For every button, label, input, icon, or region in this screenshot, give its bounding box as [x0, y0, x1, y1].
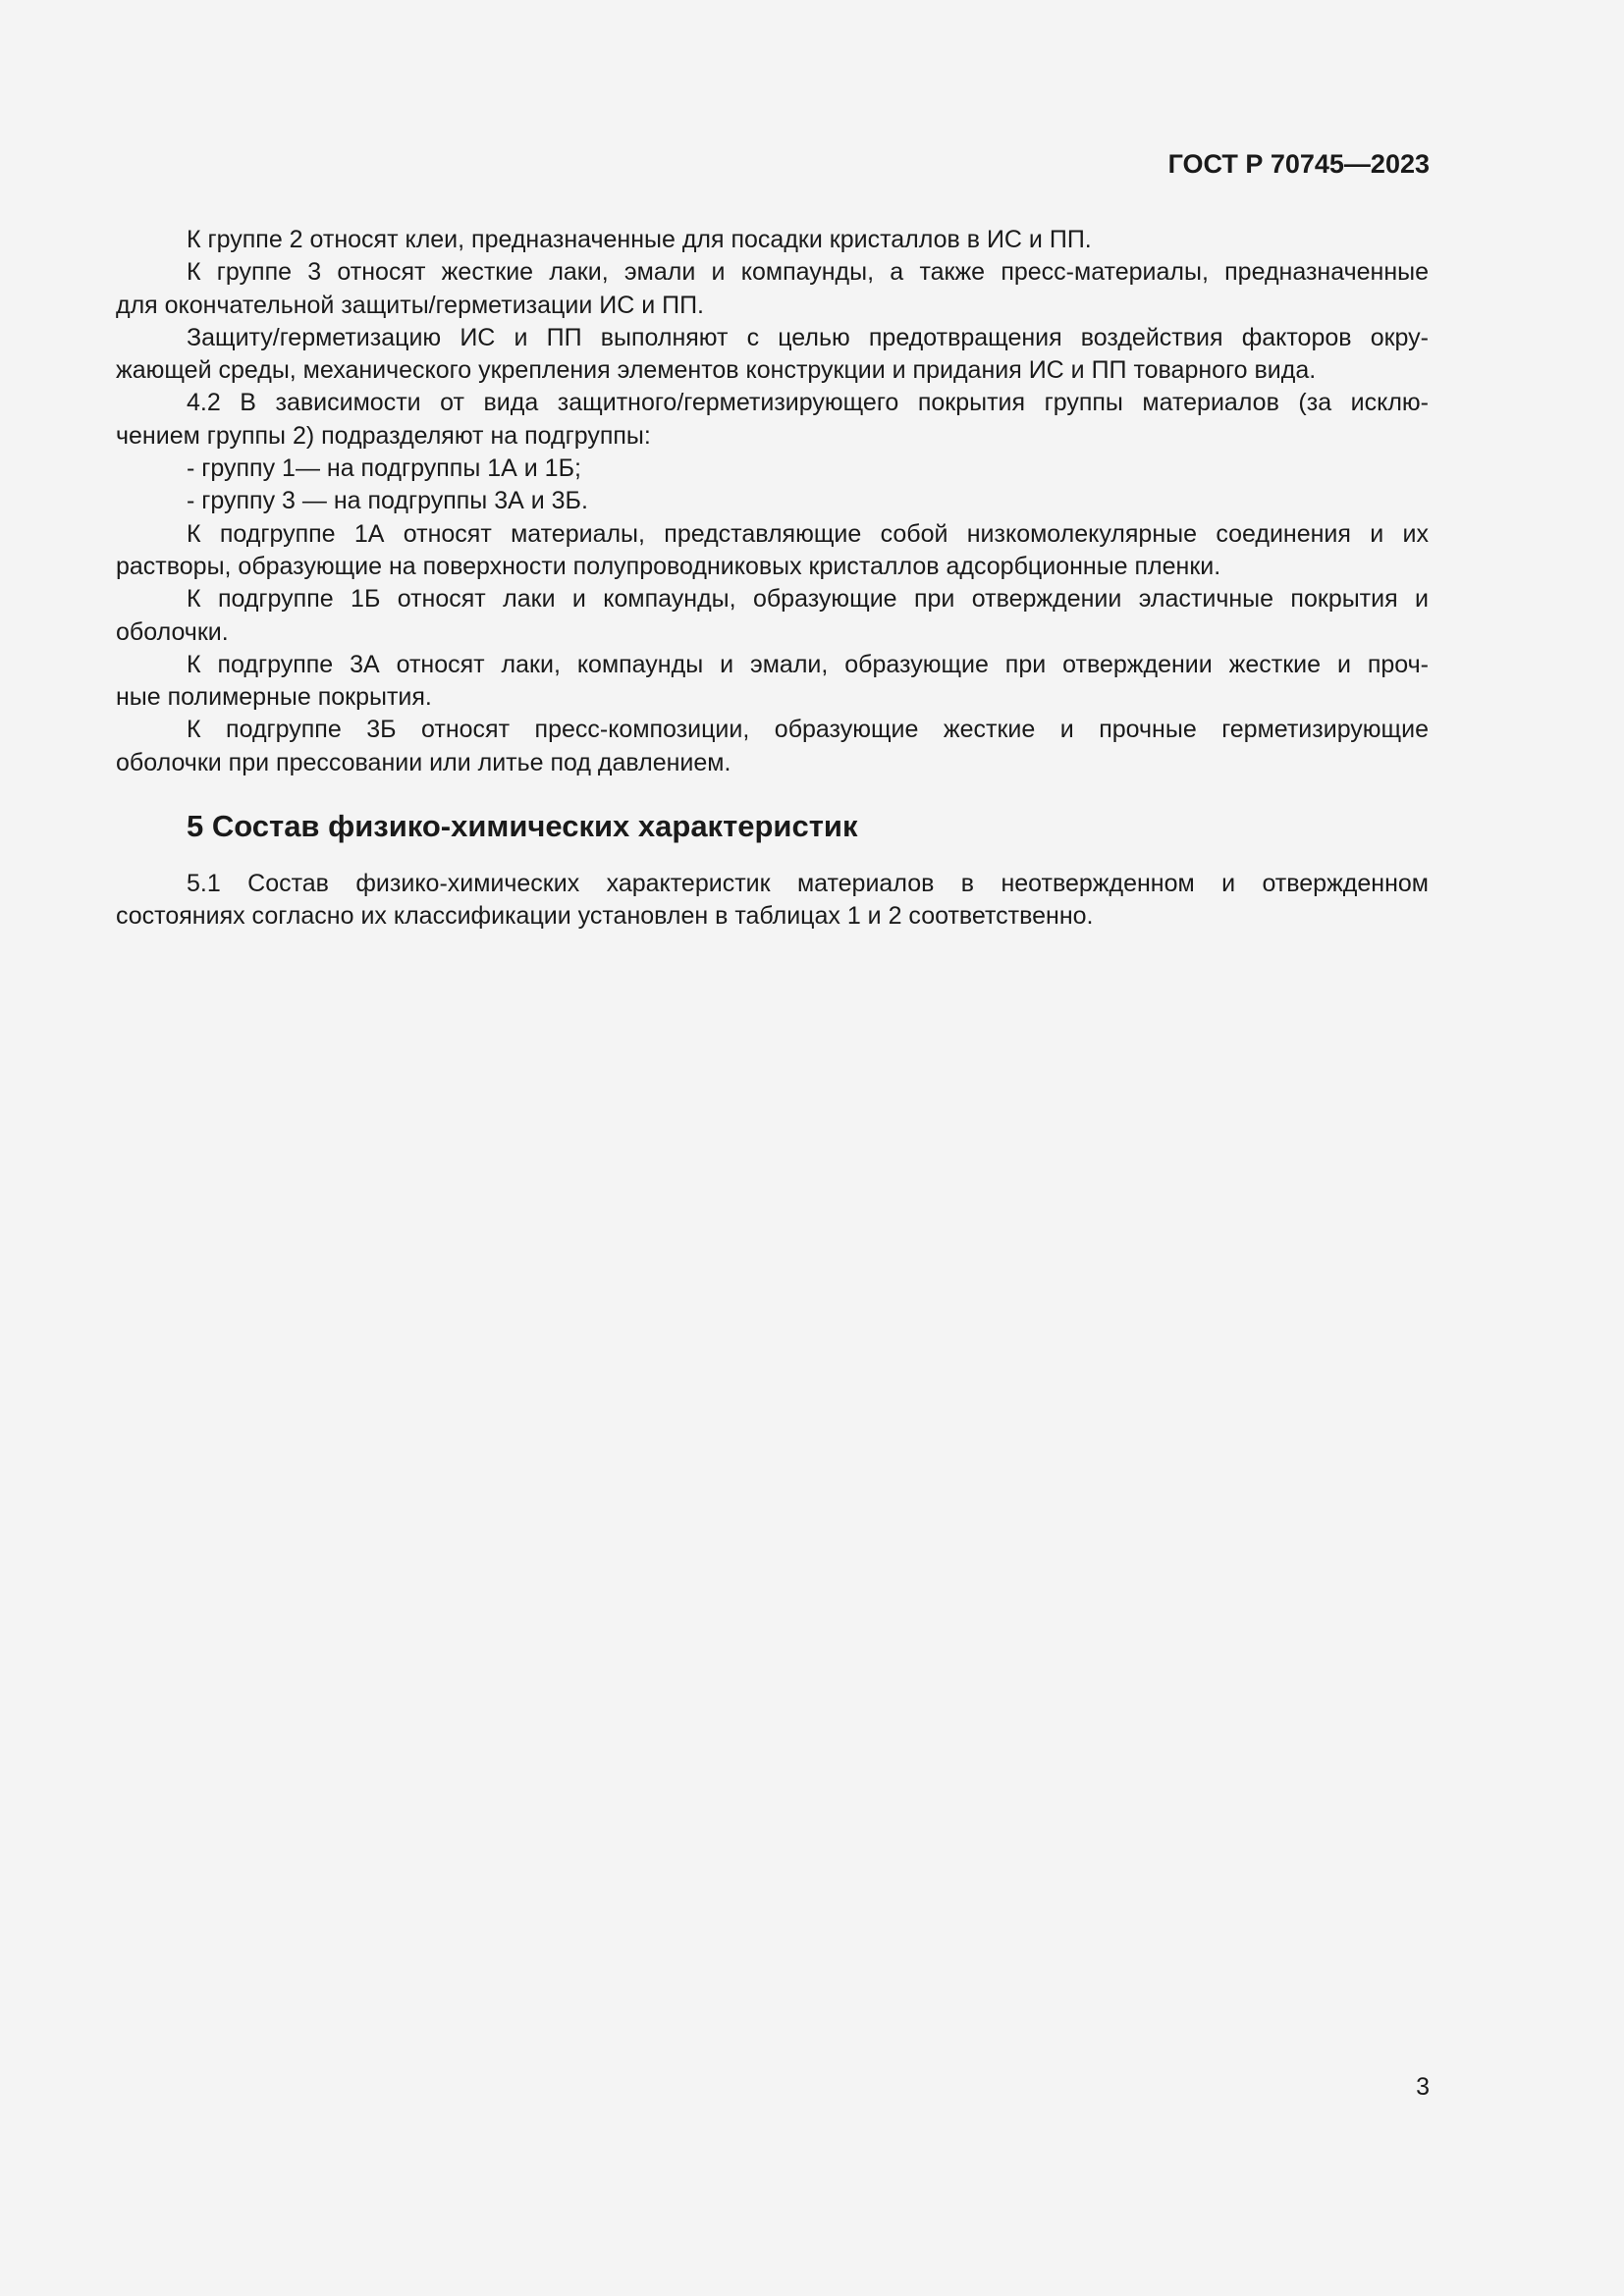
text-line: - группу 3 — на подгруппы 3А и 3Б.: [187, 487, 588, 515]
text-line: К подгруппе 3А относят лаки, компаунды и эмали, образующие при отверждении жесткие и проч-: [187, 650, 1429, 678]
text-line: ные полимерные покрытия.: [116, 683, 432, 712]
paragraph: [116, 453, 1429, 485]
text-line: 5.1 Состав физико-химических характеристик материалов в неотвержденном и отвержденном: [187, 870, 1429, 898]
text-line: состояниях согласно их классификации установлен в таблицах 1 и 2 соответственно.: [116, 902, 1094, 931]
section-heading: 5 Состав физико-химических характеристик: [187, 809, 858, 844]
text-line: Защиту/герметизацию ИС и ПП выполняют с целью предотвращения воздействия факторов окру-: [187, 323, 1429, 351]
text-line: К подгруппе 3Б относят пресс-композиции, образующие жесткие и прочные герметизирующие: [187, 716, 1429, 744]
text-line: оболочки при прессовании или литье под давлением.: [116, 748, 731, 776]
text-line: К подгруппе 1Б относят лаки и компаунды, образующие при отверждении эластичные покрытия и: [187, 585, 1429, 614]
paragraph: [116, 649, 1429, 715]
paragraph: [116, 485, 1429, 517]
page-number: 3: [1416, 2073, 1430, 2101]
paragraph: [116, 322, 1429, 388]
text-line: К подгруппе 1А относят материалы, представляющие собой низкомолекулярные соединения и их: [187, 519, 1429, 548]
paragraph: [116, 224, 1429, 256]
text-line: - группу 1— на подгруппы 1А и 1Б;: [187, 454, 581, 483]
text-line: 4.2 В зависимости от вида защитного/герметизирующего покрытия группы материалов (за исклю-: [187, 389, 1429, 417]
document-id-header: ГОСТ Р 70745—2023: [1167, 149, 1430, 179]
paragraph: [116, 868, 1429, 934]
text-line: жающей среды, механического укрепления элементов конструкции и придания ИС и ПП товарного вида.: [116, 356, 1317, 385]
text-line: растворы, образующие на поверхности полупроводниковых кристаллов адсорбционные пленки.: [116, 552, 1221, 580]
text-line: оболочки.: [116, 617, 229, 646]
text-line: К группе 2 относят клеи, предназначенные для посадки кристаллов в ИС и ПП.: [187, 226, 1092, 253]
paragraph: [116, 583, 1429, 649]
paragraph: [116, 714, 1429, 779]
text-line: чением группы 2) подразделяют на подгруппы:: [116, 421, 651, 450]
paragraph: [116, 387, 1429, 453]
paragraph: [116, 518, 1429, 584]
document-body: [116, 224, 1429, 934]
text-line: для окончательной защиты/герметизации ИС и ПП.: [116, 291, 704, 319]
text-line: К группе 3 относят жесткие лаки, эмали и компаунды, а также пресс-материалы, предназначенные: [187, 258, 1429, 287]
paragraph: [116, 256, 1429, 322]
